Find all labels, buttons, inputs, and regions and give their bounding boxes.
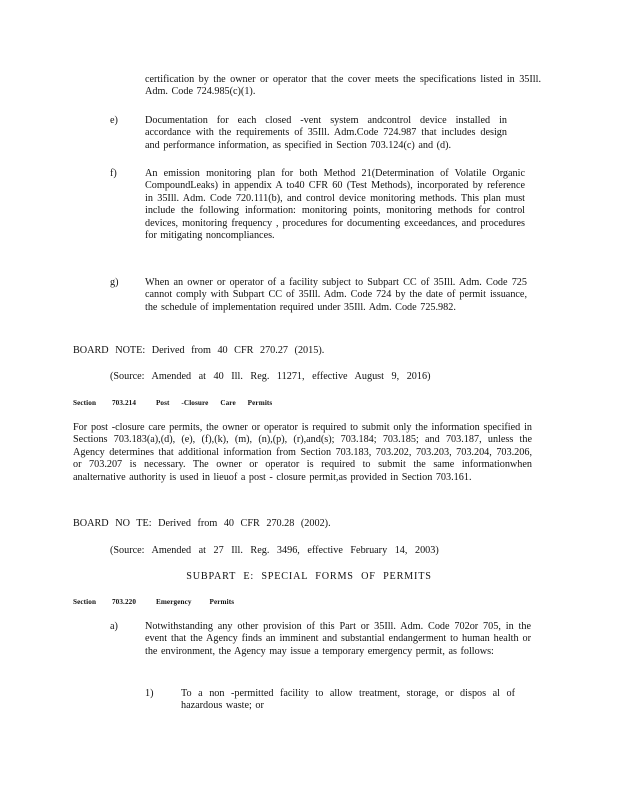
section-paragraph: For post -closure care permits, the owner or operator is required to submit only the information specified in Sections 703.183(a),(d), (e), (f),(k), (m), (n),(p), (r),and(s); 703.184; 703.185; and 703.187, unless the Agency determines that additional information from Section 703.183, 703.202, 703.203, 703.204, 703.206, or 703.207 is necessary. The owner or operator is required to submit the same informationwhen analternative authority is used in lieuof a post - closure permit,as provided in Section 703.161.: [73, 422, 532, 483]
list-item-text: Notwithstanding any other provision of this Part or 35Ill. Adm. Code 702or 705, in the event that the Agency finds an imminent and substantial endangerment to human health or the environment, the Agency may issue a temporary emergency permit, as follows:: [145, 621, 531, 657]
list-item-text: To a non -permitted facility to allow treatment, storage, or dispos al of hazardous waste; or: [181, 688, 515, 712]
source-note: (Source: Amended at 27 Ill. Reg. 3496, effective February 14, 2003): [110, 545, 439, 556]
subpart-heading: SUBPART E: SPECIAL FORMS OF PERMITS: [186, 571, 432, 582]
board-note: BOARD NOTE: Derived from 40 CFR 270.27 (2015).: [73, 345, 325, 356]
section-word: Section: [73, 399, 97, 407]
list-item-text: When an owner or operator of a facility subject to Subpart CC of 35Ill. Adm. Code 725 cannot comply with Subpart CC of 35Ill. Adm. Code 724 by the date of permit issuance, the schedule of implementation required under 35Ill. Adm. Code 725.982.: [145, 277, 527, 313]
source-note: (Source: Amended at 40 Ill. Reg. 11271, effective August 9, 2016): [110, 371, 431, 382]
section-heading-703-214: [73, 399, 272, 408]
section-word: Section: [73, 598, 97, 606]
section-title: Emergency Permits: [155, 598, 235, 606]
list-item-label: e): [110, 115, 118, 126]
list-item-label: g): [110, 277, 119, 288]
section-number: 703.220: [111, 598, 137, 606]
list-item-label: f): [110, 168, 117, 179]
section-heading-703-220: [73, 598, 234, 607]
section-title: Post -Closure Care Permits: [155, 399, 273, 407]
list-item-text: An emission monitoring plan for both Method 21(Determination of Volatile Organic CompoundLeaks) in appendix A to40 CFR 60 (Test Methods), incorporated by reference in 35Ill. Adm. Code 720.111(b), and control device monitoring methods. This plan must include the following information: monitoring points, monitoring methods for control devices, monitoring frequency , procedures for documenting exceedances, and procedures for mitigating noncompliances.: [145, 168, 525, 242]
section-number: 703.214: [111, 399, 137, 407]
list-item-text: Documentation for each closed -vent system andcontrol device installed in accordance with the requirements of 35Ill. Adm.Code 724.987 that includes design and performance information, as specified in Section 703.124(c) and (d).: [145, 115, 507, 151]
list-item-label: 1): [145, 688, 154, 699]
board-note: BOARD NO TE: Derived from 40 CFR 270.28 (2002).: [73, 518, 331, 529]
continuation-paragraph: certification by the owner or operator that the cover meets the specifications listed in 35Ill. Adm. Code 724.985(c)(1).: [145, 74, 541, 98]
list-item-label: a): [110, 621, 118, 632]
